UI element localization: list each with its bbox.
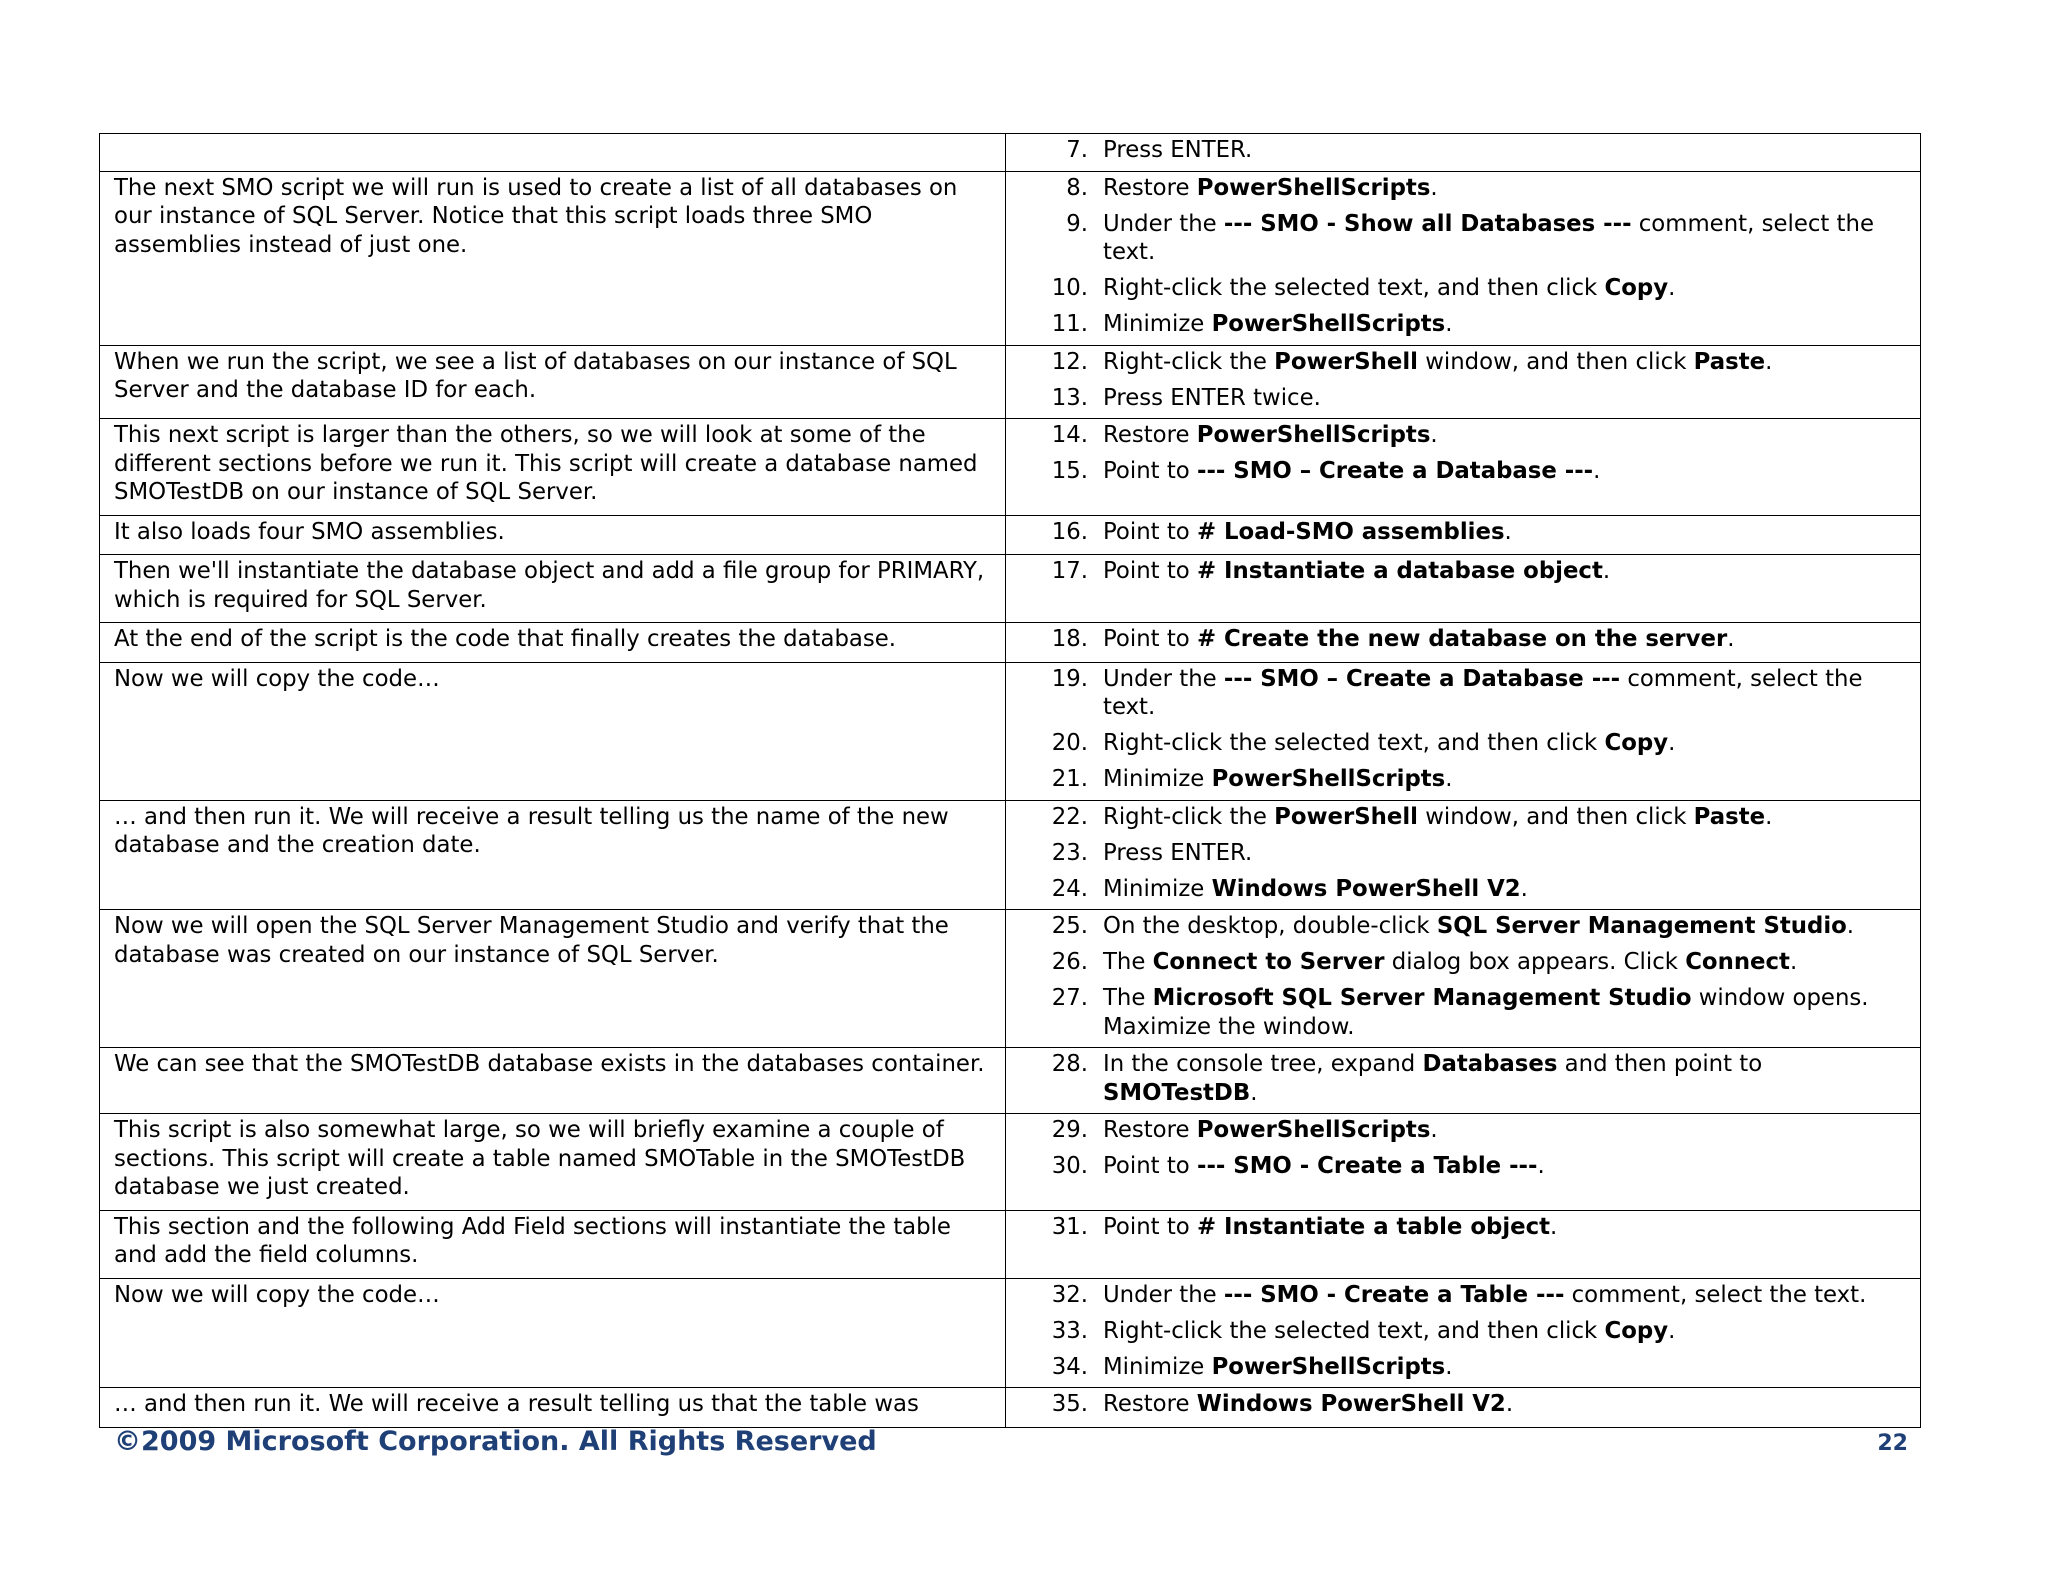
- table-row: [100, 1388, 1921, 1428]
- step-number: 34.: [1051, 1353, 1088, 1380]
- step-item: [1006, 174, 1908, 203]
- narration-cell: … and then run it. We will receive a result telling us that the table was: [100, 1388, 1006, 1428]
- table-row: [100, 134, 1921, 172]
- step-number: 14.: [1051, 422, 1088, 448]
- step-emphasis: Databases: [1422, 1051, 1558, 1077]
- step-text: Under the: [1103, 665, 1224, 692]
- step-text: .: [1765, 803, 1773, 830]
- narration-cell: Now we will open the SQL Server Management Studio and verify that the database was created on our instance of SQL Server.: [100, 910, 1006, 1048]
- narration-cell: This next script is larger than the others, so we will look at some of the different sections before we run it. This script will create a database named SMOTestDB on our instance of SQL Server.: [100, 419, 1006, 516]
- step-item: [1006, 457, 1908, 486]
- step-text: .: [1846, 913, 1855, 939]
- step-number: 29.: [1051, 1117, 1088, 1143]
- page-footer: [114, 1426, 1908, 1457]
- step-emphasis: Windows PowerShell V2: [1196, 1391, 1506, 1417]
- step-number: 19.: [1051, 665, 1088, 692]
- table-row: [100, 910, 1921, 1048]
- step-text: Point to: [1103, 626, 1197, 652]
- step-text: .: [1250, 1079, 1258, 1106]
- step-number: 32.: [1051, 1281, 1088, 1308]
- step-item: [1006, 984, 1908, 1041]
- table-row: [100, 1114, 1921, 1211]
- step-number: 28.: [1051, 1051, 1088, 1077]
- step-item: [1006, 665, 1908, 722]
- table-row: [100, 345, 1921, 419]
- instructions-table-body: [100, 134, 1921, 1428]
- step-emphasis: PowerShellScripts: [1196, 422, 1431, 448]
- step-text: and then point to: [1557, 1051, 1763, 1077]
- step-number: 18.: [1051, 626, 1088, 652]
- step-item: [1006, 348, 1908, 377]
- steps-cell: [1006, 134, 1921, 172]
- step-text: Point to: [1103, 458, 1197, 484]
- step-text: .: [1505, 1391, 1514, 1417]
- narration-cell: Then we'll instantiate the database object and add a file group for PRIMARY, which is required for SQL Server.: [100, 555, 1006, 623]
- step-item: [1006, 421, 1908, 450]
- step-item: [1006, 384, 1908, 413]
- narration-cell: It also loads four SMO assemblies.: [100, 515, 1006, 555]
- step-number: 23.: [1051, 839, 1088, 866]
- step-text: Right-click the selected text, and then click: [1103, 275, 1605, 301]
- step-number: 21.: [1051, 766, 1088, 792]
- step-text: comment, select the text.: [1564, 1281, 1867, 1308]
- step-text: Right-click the: [1103, 348, 1275, 375]
- steps-cell: [1006, 623, 1921, 663]
- page-number: 22: [1877, 1431, 1908, 1456]
- step-emphasis: Microsoft SQL Server Management Studio: [1152, 985, 1692, 1011]
- step-item: [1006, 1213, 1908, 1242]
- step-text: comment, select the text.: [1103, 665, 1863, 720]
- step-text: window, and then click: [1417, 348, 1694, 375]
- copyright-notice: ©2009 Microsoft Corporation. All Rights Reserved: [114, 1426, 877, 1457]
- table-row: [100, 555, 1921, 623]
- table-row: [100, 1048, 1921, 1114]
- step-item: [1006, 729, 1908, 758]
- step-text: .: [1668, 730, 1676, 756]
- step-emphasis: --- SMO – Create a Database ---: [1223, 665, 1621, 692]
- step-emphasis: --- SMO – Create a Database ---: [1196, 458, 1594, 484]
- step-number: 16.: [1051, 518, 1088, 545]
- step-text: Press ENTER twice.: [1103, 384, 1321, 411]
- step-number: 10.: [1051, 275, 1088, 301]
- step-text: .: [1550, 1213, 1558, 1240]
- step-item: [1006, 310, 1908, 339]
- step-item: [1006, 803, 1908, 832]
- table-row: [100, 800, 1921, 910]
- step-item: [1006, 1390, 1908, 1419]
- step-number: 8.: [1066, 174, 1088, 201]
- step-text: comment, select the text.: [1103, 210, 1874, 265]
- step-text: .: [1430, 174, 1438, 201]
- step-emphasis: Copy: [1604, 275, 1669, 301]
- step-number: 17.: [1051, 558, 1088, 584]
- step-text: window, and then click: [1417, 803, 1694, 830]
- step-emphasis: --- SMO - Show all Databases ---: [1223, 210, 1632, 237]
- step-text: Right-click the selected text, and then click: [1103, 1317, 1605, 1344]
- step-text: Restore: [1103, 1391, 1197, 1417]
- instructions-table: [99, 133, 1921, 1428]
- step-text: .: [1668, 1317, 1676, 1344]
- step-text: .: [1537, 1153, 1545, 1179]
- step-text: .: [1445, 311, 1453, 337]
- steps-cell: [1006, 1278, 1921, 1388]
- step-text: Under the: [1103, 1281, 1224, 1308]
- step-text: Right-click the: [1103, 803, 1275, 830]
- step-emphasis: PowerShellScripts: [1196, 174, 1431, 201]
- steps-cell: [1006, 1388, 1921, 1428]
- step-emphasis: PowerShellScripts: [1211, 311, 1446, 337]
- steps-cell: [1006, 1114, 1921, 1211]
- steps-cell: [1006, 910, 1921, 1048]
- narration-cell: … and then run it. We will receive a result telling us the name of the new database and the creation date.: [100, 800, 1006, 910]
- step-emphasis: Paste: [1693, 348, 1766, 375]
- narration-cell: We can see that the SMOTestDB database exists in the databases container.: [100, 1048, 1006, 1114]
- step-item: [1006, 1353, 1908, 1382]
- step-item: [1006, 557, 1908, 586]
- narration-cell: At the end of the script is the code that finally creates the database.: [100, 623, 1006, 663]
- step-emphasis: Connect: [1685, 949, 1790, 975]
- step-text: Press ENTER.: [1103, 839, 1253, 866]
- step-item: [1006, 875, 1908, 904]
- step-text: .: [1430, 422, 1438, 448]
- step-text: Point to: [1103, 518, 1197, 545]
- step-emphasis: PowerShellScripts: [1211, 766, 1446, 792]
- step-text: Minimize: [1103, 766, 1212, 792]
- step-text: Point to: [1103, 1213, 1197, 1240]
- step-emphasis: Paste: [1693, 803, 1766, 830]
- steps-cell: [1006, 662, 1921, 800]
- step-text: .: [1765, 348, 1773, 375]
- step-number: 15.: [1051, 458, 1088, 484]
- step-number: 22.: [1051, 803, 1088, 830]
- step-emphasis: Connect to Server: [1152, 949, 1385, 975]
- step-text: .: [1668, 275, 1676, 301]
- table-row: [100, 419, 1921, 516]
- step-text: Press ENTER.: [1103, 137, 1253, 163]
- step-item: [1006, 765, 1908, 794]
- step-text: .: [1602, 558, 1611, 584]
- step-number: 12.: [1051, 348, 1088, 375]
- step-text: .: [1789, 949, 1798, 975]
- narration-cell: [100, 134, 1006, 172]
- step-number: 31.: [1051, 1213, 1088, 1240]
- step-emphasis: # Create the new database on the server: [1196, 626, 1728, 652]
- step-emphasis: # Instantiate a database object: [1196, 558, 1603, 584]
- step-number: 9.: [1066, 210, 1088, 237]
- step-number: 33.: [1051, 1317, 1088, 1344]
- step-text: The: [1103, 985, 1153, 1011]
- step-text: Restore: [1103, 422, 1197, 448]
- step-item: [1006, 948, 1908, 977]
- step-emphasis: # Load-SMO assemblies: [1196, 518, 1505, 545]
- step-item: [1006, 1116, 1908, 1145]
- step-number: 27.: [1051, 985, 1088, 1011]
- table-row: [100, 515, 1921, 555]
- step-item: [1006, 136, 1908, 165]
- step-text: Minimize: [1103, 875, 1212, 902]
- step-text: The: [1103, 949, 1153, 975]
- steps-cell: [1006, 419, 1921, 516]
- narration-cell: Now we will copy the code…: [100, 1278, 1006, 1388]
- step-emphasis: --- SMO - Create a Table ---: [1223, 1281, 1565, 1308]
- step-number: 30.: [1051, 1153, 1088, 1179]
- step-emphasis: --- SMO - Create a Table ---: [1196, 1153, 1538, 1179]
- step-item: [1006, 210, 1908, 267]
- step-number: 25.: [1051, 913, 1088, 939]
- step-emphasis: SMOTestDB: [1103, 1079, 1251, 1106]
- step-item: [1006, 1152, 1908, 1181]
- table-row: [100, 662, 1921, 800]
- table-row: [100, 1278, 1921, 1388]
- steps-cell: [1006, 171, 1921, 345]
- step-number: 35.: [1051, 1391, 1088, 1417]
- step-item: [1006, 274, 1908, 303]
- step-text: On the desktop, double-click: [1103, 913, 1437, 939]
- step-text: .: [1504, 518, 1512, 545]
- step-text: In the console tree, expand: [1103, 1051, 1423, 1077]
- step-text: Restore: [1103, 1117, 1197, 1143]
- step-number: 11.: [1051, 311, 1088, 337]
- step-text: Right-click the selected text, and then click: [1103, 730, 1605, 756]
- step-number: 7.: [1066, 137, 1088, 163]
- step-text: Minimize: [1103, 311, 1212, 337]
- narration-cell: Now we will copy the code…: [100, 662, 1006, 800]
- step-emphasis: Copy: [1604, 730, 1669, 756]
- step-emphasis: SQL Server Management Studio: [1436, 913, 1847, 939]
- step-text: window opens. Maximize the window.: [1103, 985, 1869, 1040]
- steps-cell: [1006, 1210, 1921, 1278]
- step-number: 20.: [1051, 730, 1088, 756]
- step-item: [1006, 1317, 1908, 1346]
- step-item: [1006, 1281, 1908, 1310]
- table-row: [100, 1210, 1921, 1278]
- step-item: [1006, 912, 1908, 941]
- steps-cell: [1006, 555, 1921, 623]
- step-text: Minimize: [1103, 1353, 1212, 1380]
- table-row: [100, 171, 1921, 345]
- narration-cell: When we run the script, we see a list of databases on our instance of SQL Server and the database ID for each.: [100, 345, 1006, 419]
- step-number: 24.: [1051, 875, 1088, 902]
- steps-cell: [1006, 800, 1921, 910]
- step-number: 13.: [1051, 384, 1088, 411]
- step-number: 26.: [1051, 949, 1088, 975]
- step-emphasis: Copy: [1604, 1317, 1669, 1344]
- step-emphasis: # Instantiate a table object: [1196, 1213, 1551, 1240]
- table-row: [100, 623, 1921, 663]
- narration-cell: This script is also somewhat large, so we will briefly examine a couple of sections. This script will create a table named SMOTable in the SMOTestDB database we just created.: [100, 1114, 1006, 1211]
- step-text: .: [1430, 1117, 1438, 1143]
- steps-cell: [1006, 515, 1921, 555]
- step-item: [1006, 518, 1908, 547]
- step-emphasis: PowerShellScripts: [1196, 1117, 1431, 1143]
- steps-cell: [1006, 1048, 1921, 1114]
- step-text: dialog box appears. Click: [1384, 949, 1686, 975]
- step-item: [1006, 625, 1908, 654]
- step-text: Point to: [1103, 558, 1197, 584]
- step-text: Under the: [1103, 210, 1224, 237]
- step-text: Restore: [1103, 174, 1197, 201]
- step-text: .: [1445, 766, 1453, 792]
- step-emphasis: PowerShell: [1274, 803, 1418, 830]
- narration-cell: The next SMO script we will run is used to create a list of all databases on our instance of SQL Server. Notice that this script loads three SMO assemblies instead of just one.: [100, 171, 1006, 345]
- steps-cell: [1006, 345, 1921, 419]
- step-text: .: [1445, 1353, 1453, 1380]
- step-text: .: [1727, 626, 1735, 652]
- step-item: [1006, 1050, 1908, 1107]
- step-emphasis: Windows PowerShell V2: [1211, 875, 1521, 902]
- step-emphasis: PowerShell: [1274, 348, 1418, 375]
- step-item: [1006, 839, 1908, 868]
- step-text: .: [1520, 875, 1528, 902]
- narration-cell: This section and the following Add Field sections will instantiate the table and add the field columns.: [100, 1210, 1006, 1278]
- step-emphasis: PowerShellScripts: [1211, 1353, 1446, 1380]
- step-text: Point to: [1103, 1153, 1197, 1179]
- step-text: .: [1593, 458, 1601, 484]
